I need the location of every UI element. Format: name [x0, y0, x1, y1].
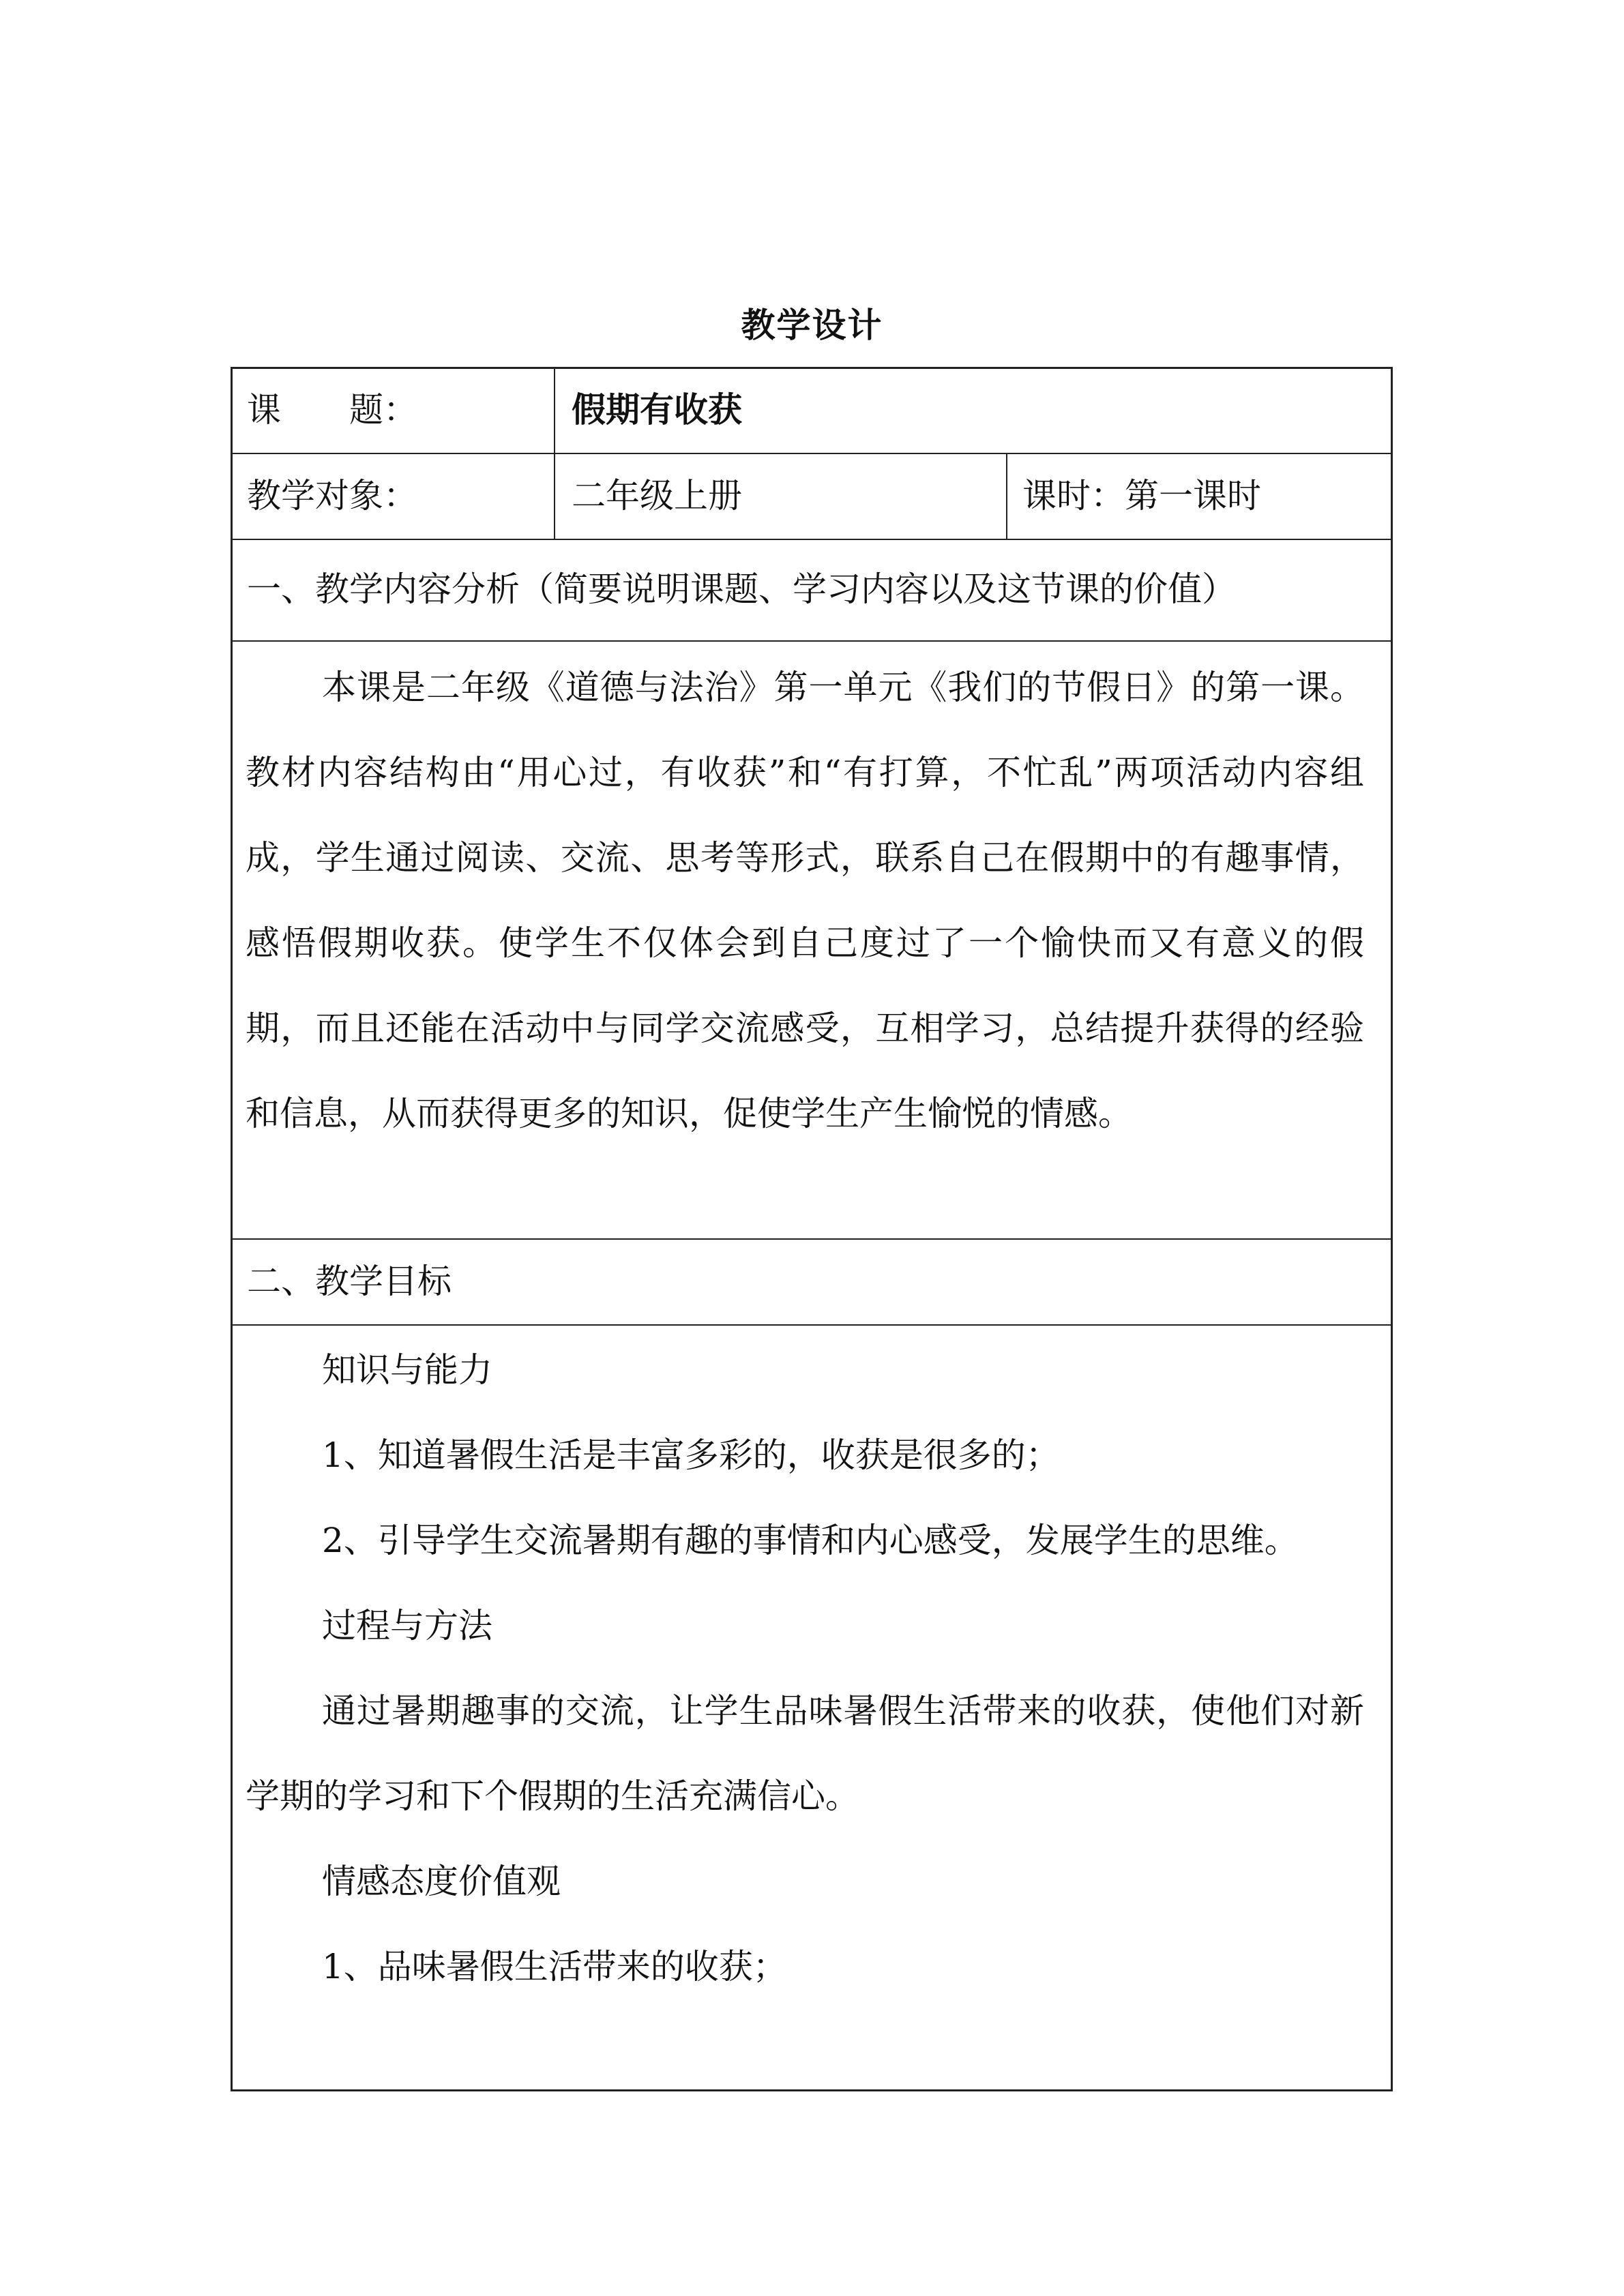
objectives-body [246, 1328, 1364, 2010]
objective-item: 2、引导学生交流暑期有趣的事情和内心感受，发展学生的思维。 [322, 1521, 1299, 1560]
objective-subheading: 过程与方法 [322, 1606, 492, 1645]
audience-value: 二年级上册 [572, 476, 742, 516]
audience-label: 教学对象： [247, 476, 417, 516]
page-title: 教学设计 [741, 305, 883, 345]
class-period: 课时：第一课时 [1022, 476, 1261, 516]
row-divider [231, 640, 1393, 642]
row-divider [231, 1238, 1393, 1240]
row-divider [231, 1324, 1393, 1326]
section-heading-content-analysis: 一、教学内容分析（简要说明课题、学习内容以及这节课的价值） [247, 569, 1236, 609]
section-heading-objectives: 二、教学目标 [247, 1262, 452, 1301]
topic-value: 假期有收获 [572, 389, 742, 430]
row-divider [231, 453, 1393, 454]
topic-label: 课 题： [247, 390, 417, 430]
column-divider [554, 367, 555, 539]
objective-subheading: 知识与能力 [322, 1350, 492, 1390]
objective-subheading: 情感态度价值观 [322, 1862, 561, 1901]
objective-item: 通过暑期趣事的交流，让学生品味暑假生活带来的收获，使他们对新学期的学习和下个假期的生活充满信心。 [246, 1691, 1364, 1816]
content-analysis-paragraph: 本课是二年级《道德与法治》第一单元《我们的节假日》的第一课。教材内容结构由“用心过，有收获”和“有打算，不忙乱”两项活动内容组成，学生通过阅读、交流、思考等形式，联系自己在假期中的有趣事情，感悟假期收获。使学生不仅体会到自己度过了一个愉快而又有意义的假期，而且还能在活动中与同学交流感受，互相学习，总结提升获得的经验和信息，从而获得更多的知识，促使学生产生愉悦的情感。 [246, 668, 1364, 1133]
column-divider [1006, 453, 1007, 539]
objective-item: 1、品味暑假生活带来的收获； [322, 1947, 787, 1986]
row-divider [231, 539, 1393, 540]
objective-item: 1、知道暑假生活是丰富多彩的，收获是很多的； [322, 1435, 1060, 1475]
